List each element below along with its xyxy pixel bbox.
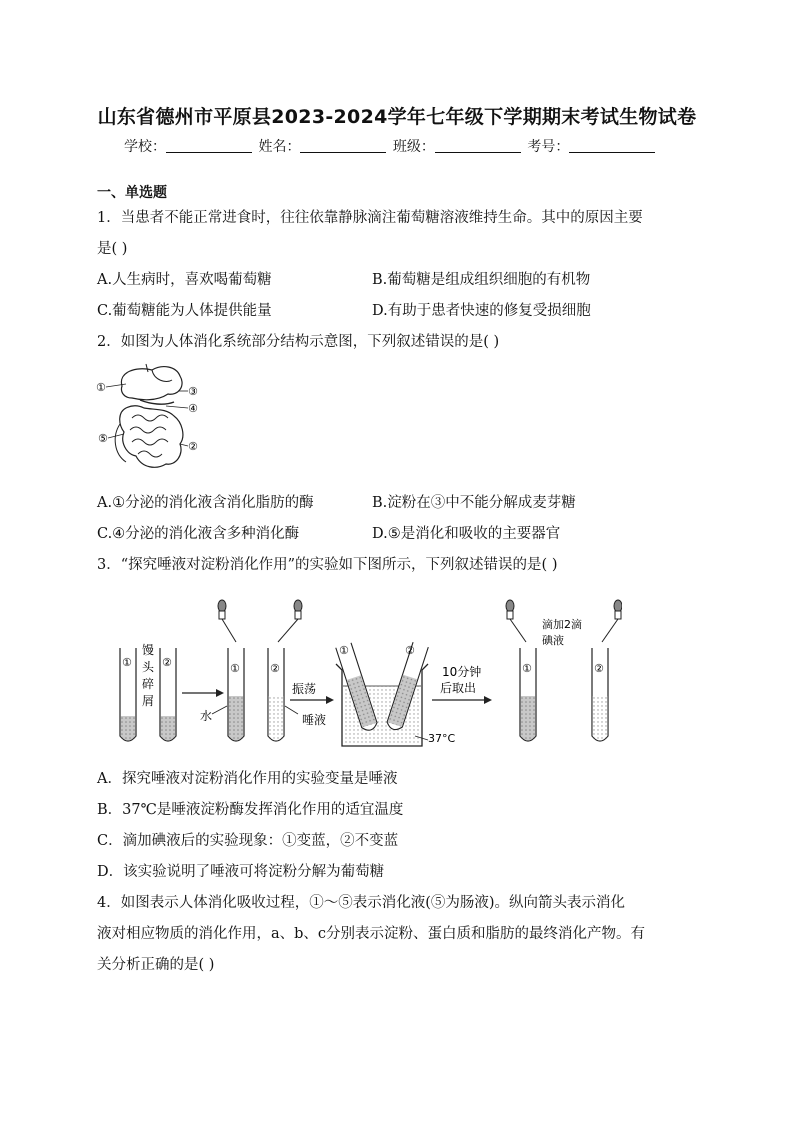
svg-text:10分钟: 10分钟 — [442, 665, 482, 679]
q4-stem-line1: 4．如图表示人体消化吸收过程，①～⑤表示消化液(⑤为肠液)。纵向箭头表示消化 — [97, 895, 626, 911]
q1-option-c[interactable]: C.葡萄糖能为人体提供能量 — [97, 303, 272, 319]
label-4: ④ — [188, 402, 198, 415]
svg-text:头: 头 — [142, 660, 155, 674]
label-1: ① — [96, 381, 106, 394]
section-heading: 一、单选题 — [97, 185, 167, 201]
number-label: 考号： — [527, 139, 570, 155]
q3-option-b[interactable]: B．37℃是唾液淀粉酶发挥消化作用的适宜温度 — [97, 802, 404, 818]
svg-text:①: ① — [230, 662, 240, 675]
svg-text:②: ② — [405, 644, 415, 657]
q3-option-a[interactable]: A．探究唾液对淀粉消化作用的实验变量是唾液 — [97, 771, 398, 787]
class-field[interactable] — [435, 138, 521, 153]
svg-text:唾液: 唾液 — [302, 713, 327, 727]
label-3: ③ — [188, 385, 198, 398]
q3-option-c[interactable]: C．滴加碘液后的实验现象：①变蓝，②不变蓝 — [97, 833, 399, 849]
class-label: 班级： — [392, 139, 435, 155]
svg-text:碎: 碎 — [142, 677, 155, 691]
q1-option-a[interactable]: A.人生病时，喜欢喝葡萄糖 — [97, 272, 272, 288]
q3-option-d[interactable]: D．该实验说明了唾液可将淀粉分解为葡萄糖 — [97, 864, 385, 880]
q2-stem: 2．如图为人体消化系统部分结构示意图，下列叙述错误的是( ) — [97, 334, 500, 350]
q4-stem-line3: 关分析正确的是( ) — [97, 957, 215, 973]
svg-text:②: ② — [162, 656, 172, 669]
q1-option-b[interactable]: B.葡萄糖是组成组织细胞的有机物 — [372, 272, 591, 288]
school-label: 学校： — [124, 139, 166, 155]
q1-option-d[interactable]: D.有助于患者快速的修复受损细胞 — [372, 303, 591, 319]
name-field[interactable] — [300, 138, 386, 153]
svg-text:振荡: 振荡 — [292, 682, 317, 696]
q3-stem: 3．“探究唾液对淀粉消化作用”的实验如下图所示，下列叙述错误的是( ) — [97, 557, 558, 573]
svg-text:馒: 馒 — [142, 643, 155, 657]
q2-option-c[interactable]: C.④分泌的消化液含多种消化酶 — [97, 526, 300, 542]
saliva-experiment-figure — [112, 596, 622, 756]
q2-option-d[interactable]: D.⑤是消化和吸收的主要器官 — [372, 526, 561, 542]
digestive-system-figure — [96, 358, 208, 480]
svg-text:后取出: 后取出 — [440, 681, 477, 695]
svg-text:滴加2滴: 滴加2滴 — [542, 618, 582, 631]
label-5: ⑤ — [98, 432, 108, 445]
svg-text:②: ② — [270, 662, 280, 675]
name-label: 姓名： — [258, 139, 301, 155]
exam-title: 山东省德州市平原县2023-2024学年七年级下学期期末考试生物试卷 — [97, 106, 697, 128]
q1-stem-line2: 是( ) — [97, 241, 128, 257]
q2-option-a[interactable]: A.①分泌的消化液含消化脂肪的酶 — [97, 495, 314, 511]
school-field[interactable] — [166, 138, 252, 153]
svg-text:①: ① — [339, 644, 349, 657]
svg-text:屑: 屑 — [142, 694, 155, 708]
student-info-row — [124, 136, 657, 156]
svg-text:碘液: 碘液 — [542, 634, 564, 647]
svg-text:水: 水 — [200, 709, 213, 723]
q1-stem-line1: 1．当患者不能正常进食时，往往依靠静脉滴注葡萄糖溶液维持生命。其中的原因主要 — [97, 210, 643, 226]
number-field[interactable] — [569, 138, 655, 153]
label-2: ② — [188, 440, 198, 453]
q2-option-b[interactable]: B.淀粉在③中不能分解成麦芽糖 — [372, 495, 576, 511]
svg-text:①: ① — [122, 656, 132, 669]
q4-stem-line2: 液对相应物质的消化作用，a、b、c分别表示淀粉、蛋白质和脂肪的最终消化产物。有 — [97, 926, 646, 942]
svg-text:①: ① — [522, 662, 532, 675]
svg-text:37°C: 37°C — [428, 732, 456, 745]
svg-text:②: ② — [594, 662, 604, 675]
